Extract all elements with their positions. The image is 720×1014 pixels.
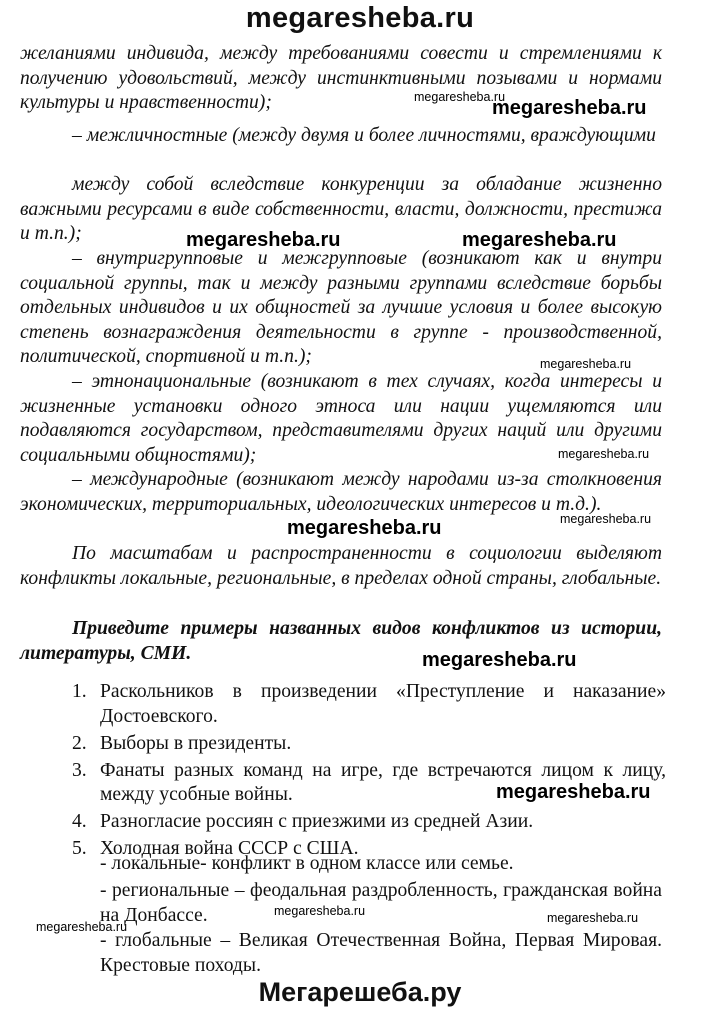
- site-footer: Мегарешеба.ру: [258, 977, 462, 1007]
- watermark: megaresheba.ru: [186, 229, 341, 251]
- watermark: megaresheba.ru: [462, 229, 617, 251]
- watermark: megaresheba.ru: [496, 781, 651, 803]
- paragraph-group: – внутригрупповые и межгрупповые (возникают как и внутри социальной группы, так и между разными группами вследствие борьбы отдельных индивидов и их общностей за лучшие условия и более высокую степень вознаграждения деятельности в группе - производственной, политической, спортивной и т.п.);: [20, 248, 662, 367]
- answer-item: 3. Фанаты разных команд на игре, где встречаются лицом к лицу, между усобные войны.: [72, 759, 666, 805]
- answer-item: 2. Выборы в президенты.: [72, 732, 292, 754]
- watermark: megaresheba.ru: [560, 512, 652, 526]
- watermark: megaresheba.ru: [422, 649, 577, 671]
- answer-list: [56, 680, 666, 864]
- watermark: megaresheba.ru: [287, 517, 442, 539]
- paragraph-ethnonational: – этнонациональные (возникают в тех случаях, когда интересы и жизненные установки одного этноса или нации ущемляются или подавляются государством, представителями других наций или другими социальными общностями);: [20, 371, 662, 466]
- watermark: megaresheba.ru: [492, 97, 647, 119]
- paragraph-intrapersonal-end: желаниями индивида, между требованиями совести и стремлениями к получению удовольствий, между инстинктивными позывами и нормами культуры и нравственности);: [20, 43, 662, 113]
- watermark: megaresheba.ru: [414, 90, 506, 104]
- watermark: megaresheba.ru: [558, 447, 650, 461]
- site-header: megaresheba.ru: [245, 2, 475, 34]
- paragraph-international: – международные (возникают между народами из-за столкновения экономических, территориальных, идеологических интересов и т.д.).: [20, 469, 662, 515]
- answer-item: 1. Раскольников в произведении «Преступление и наказание» Достоевского.: [72, 681, 666, 727]
- paragraph-interpersonal: – межличностные (между двумя и более личностями, враждующими: [72, 125, 656, 146]
- example-local: - локальные- конфликт в одном классе или семье.: [100, 853, 514, 874]
- watermark: megaresheba.ru: [547, 911, 639, 925]
- example-global: - глобальные – Великая Отечественная Война, Первая Мировая. Крестовые походы.: [100, 930, 662, 976]
- watermark: megaresheba.ru: [540, 357, 632, 371]
- question-heading: Приведите примеры названных видов конфликтов из истории, литературы, СМИ.: [20, 618, 662, 664]
- answer-item: 5. Холодная война СССР с США.: [72, 838, 359, 859]
- answer-item: 4. Разногласие россиян с приезжими из средней Азии.: [72, 811, 534, 832]
- example-regional: - региональные – феодальная раздробленность, гражданская война на Донбассе.: [100, 880, 662, 926]
- paragraph-scale: По масштабам и распространенности в социологии выделяют конфликты локальные, региональные, в пределах одной страны, глобальные.: [20, 543, 662, 589]
- watermark: megaresheba.ru: [274, 904, 366, 918]
- paragraph-interpersonal-cont: между собой вследствие конкуренции за обладание жизненно важными ресурсами в виде собственности, власти, должности, престижа и т.п.);: [20, 174, 662, 244]
- watermark: megaresheba.ru: [36, 920, 128, 934]
